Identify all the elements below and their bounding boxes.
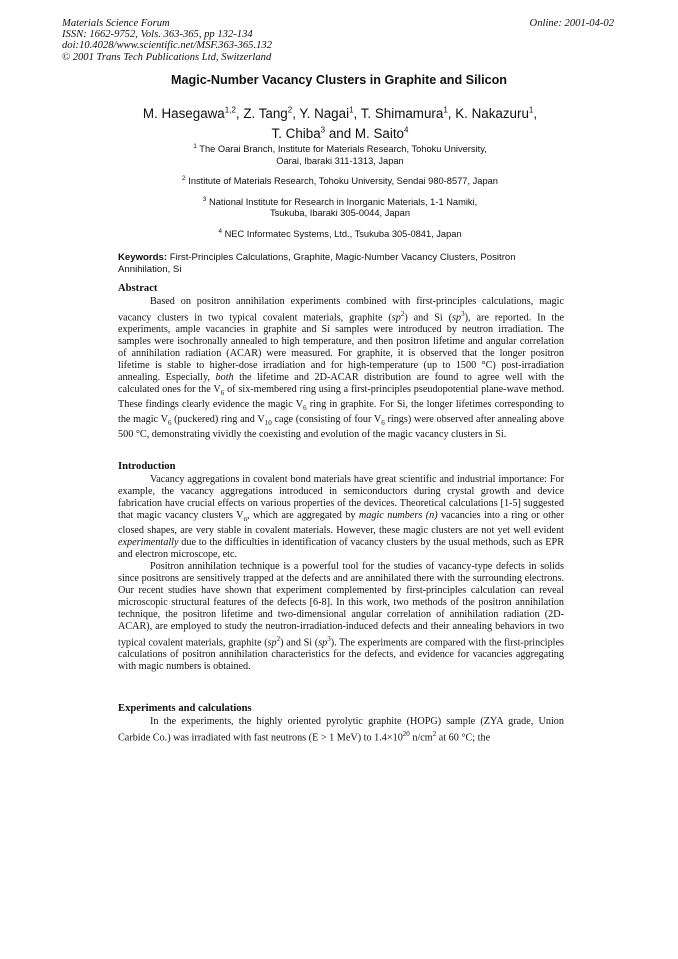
journal-header	[62, 18, 272, 63]
author-list	[110, 103, 570, 142]
copyright-line: © 2001 Trans Tech Publications Ltd, Switzerland	[62, 51, 272, 63]
affiliation: $^1$ The Oarai Branch, Institute for Materials Research, Tohoku University, Oarai, Ibaraki 311-1313, Japan	[193, 143, 487, 166]
author: M. Saito$^4$	[354, 125, 409, 141]
affiliation: $^2$ Institute of Materials Research, Tohoku University, Sendai 980-8577, Japan	[182, 175, 498, 187]
keywords-text: First-Principles Calculations, Graphite, Magic-Number Vacancy Clusters, Positron Annihilation, Si	[118, 252, 516, 275]
author: T. Shimamura$^1$,	[360, 106, 456, 122]
author: Z. Tang$^2$,	[243, 106, 300, 122]
paper-title: Magic-Number Vacancy Clusters in Graphite and Silicon	[171, 73, 507, 87]
affiliation: $^3$ National Institute for Research in Inorganic Materials, 1-1 Namiki, Tsukuba, Ibaraki 305-0044, Japan	[202, 195, 478, 219]
online-date: Online: 2001-04-02	[529, 18, 614, 29]
keywords	[118, 252, 568, 276]
introduction-body: Vacancy aggregations in covalent bond materials have great scientific and industrial importance: For example, the vacancy aggregations introduced in semiconductors during crystal growth and device fabrication have crucial effects on various properties of the devices. Theoretical calculations [1-5] suggested that magic vacancy clusters $V_n$, which are aggregated by magic numbers (n) vacancies into a ring or other closed shapes, are very stable in covalent materials. However, these magic clusters are not yet well evident experimentally due to the difficulties in identification of vacancy clusters by the usual methods, such as EPR and electron microscope, etc. Positron annihilation technique is a powerful tool for the studies of vacancy-type defects in solids since positrons are sensitively trapped at the defects and are annihilated there with the surrounding electrons. Our recent studies have shown that experiment complemented by first-principles calculation can reveal microscopic structural features of the defects [6-8]. In this work, two methods of the positron annihilation technique, the positron lifetime and two-dimensional angular correlation of annihilation radiation (2D-ACAR), are employed to study the neutron-irradiation-induced defects and their annealing behaviors in two typical covalent materials, graphite $(sp^2)$ and Si $(sp^3)$. The experiments are compared with the first-principles calculations of positron annihilation characteristics for the defects, and evidence for vacancies aggregating with magic numbers is obtained.	[118, 474, 564, 673]
experiments-body: In the experiments, the highly oriented pyrolytic graphite (HOPG) sample (ZYA grade, Union Carbide Co.) was irradiated with fast neutrons (E > 1 MeV) to $1.4\times 10^{20}$ $n/cm^2$ at 60 °C; the	[118, 716, 564, 744]
introduction-heading: Introduction	[118, 461, 176, 472]
abstract-body: Based on positron annihilation experiments combined with first-principles calculations, magic vacancy clusters in two typical covalent materials, graphite $(sp^2)$ and Si $(sp^3)$, are reported. In the experiments, ample vacancies in graphite and Si samples were introduced by neutron irradiation. The samples were isochronally annealed to high temperature, and then positron lifetime and angular correlation of annihilation radiation (ACAR) were measured. For graphite, it is observed that the longer positron lifetime is stable to higher-dose irradiation and for high-temperature (up to 1500 °C) post-irradiation annealing. Especially, both the lifetime and 2D-ACAR distribution are found to agree well with the calculated ones for the $V_6$ of six-membered ring using a first-principles pseudopotential plane-wave method. These findings clearly evidence the magic $V_6$ ring in graphite. For Si, the longer lifetimes corresponding to the magic $V_6$ (puckered) ring and $V_{10}$ cage (consisting of four $V_6$ rings) were observed after annealing above 500 °C, demonstrating vividly the coexisting and evolution of the magic vacancy clusters in Si.	[118, 296, 565, 441]
experiments-heading: Experiments and calculations	[118, 703, 252, 714]
doi-line[interactable]: doi:10.4028/www.scientific.net/MSF.363-365.132	[62, 40, 272, 52]
author: K. Nakazuru$^1$,	[455, 106, 538, 122]
affiliation: $^4$ NEC Informatec Systems, Ltd., Tsukuba 305-0841, Japan	[218, 227, 462, 239]
author: M. Hasegawa$^{1,2}$,	[142, 106, 244, 122]
affiliations	[120, 141, 560, 246]
journal-name: Materials Science Forum	[62, 18, 170, 29]
issn-line: ISSN: 1662-9752, Vols. 363-365, pp 132-134	[62, 29, 253, 41]
abstract-heading: Abstract	[118, 283, 158, 294]
author: Y. Nagai$^1$,	[299, 106, 361, 122]
keywords-label: Keywords:	[118, 252, 168, 263]
author: T. Chiba$^3$ and	[271, 125, 355, 141]
